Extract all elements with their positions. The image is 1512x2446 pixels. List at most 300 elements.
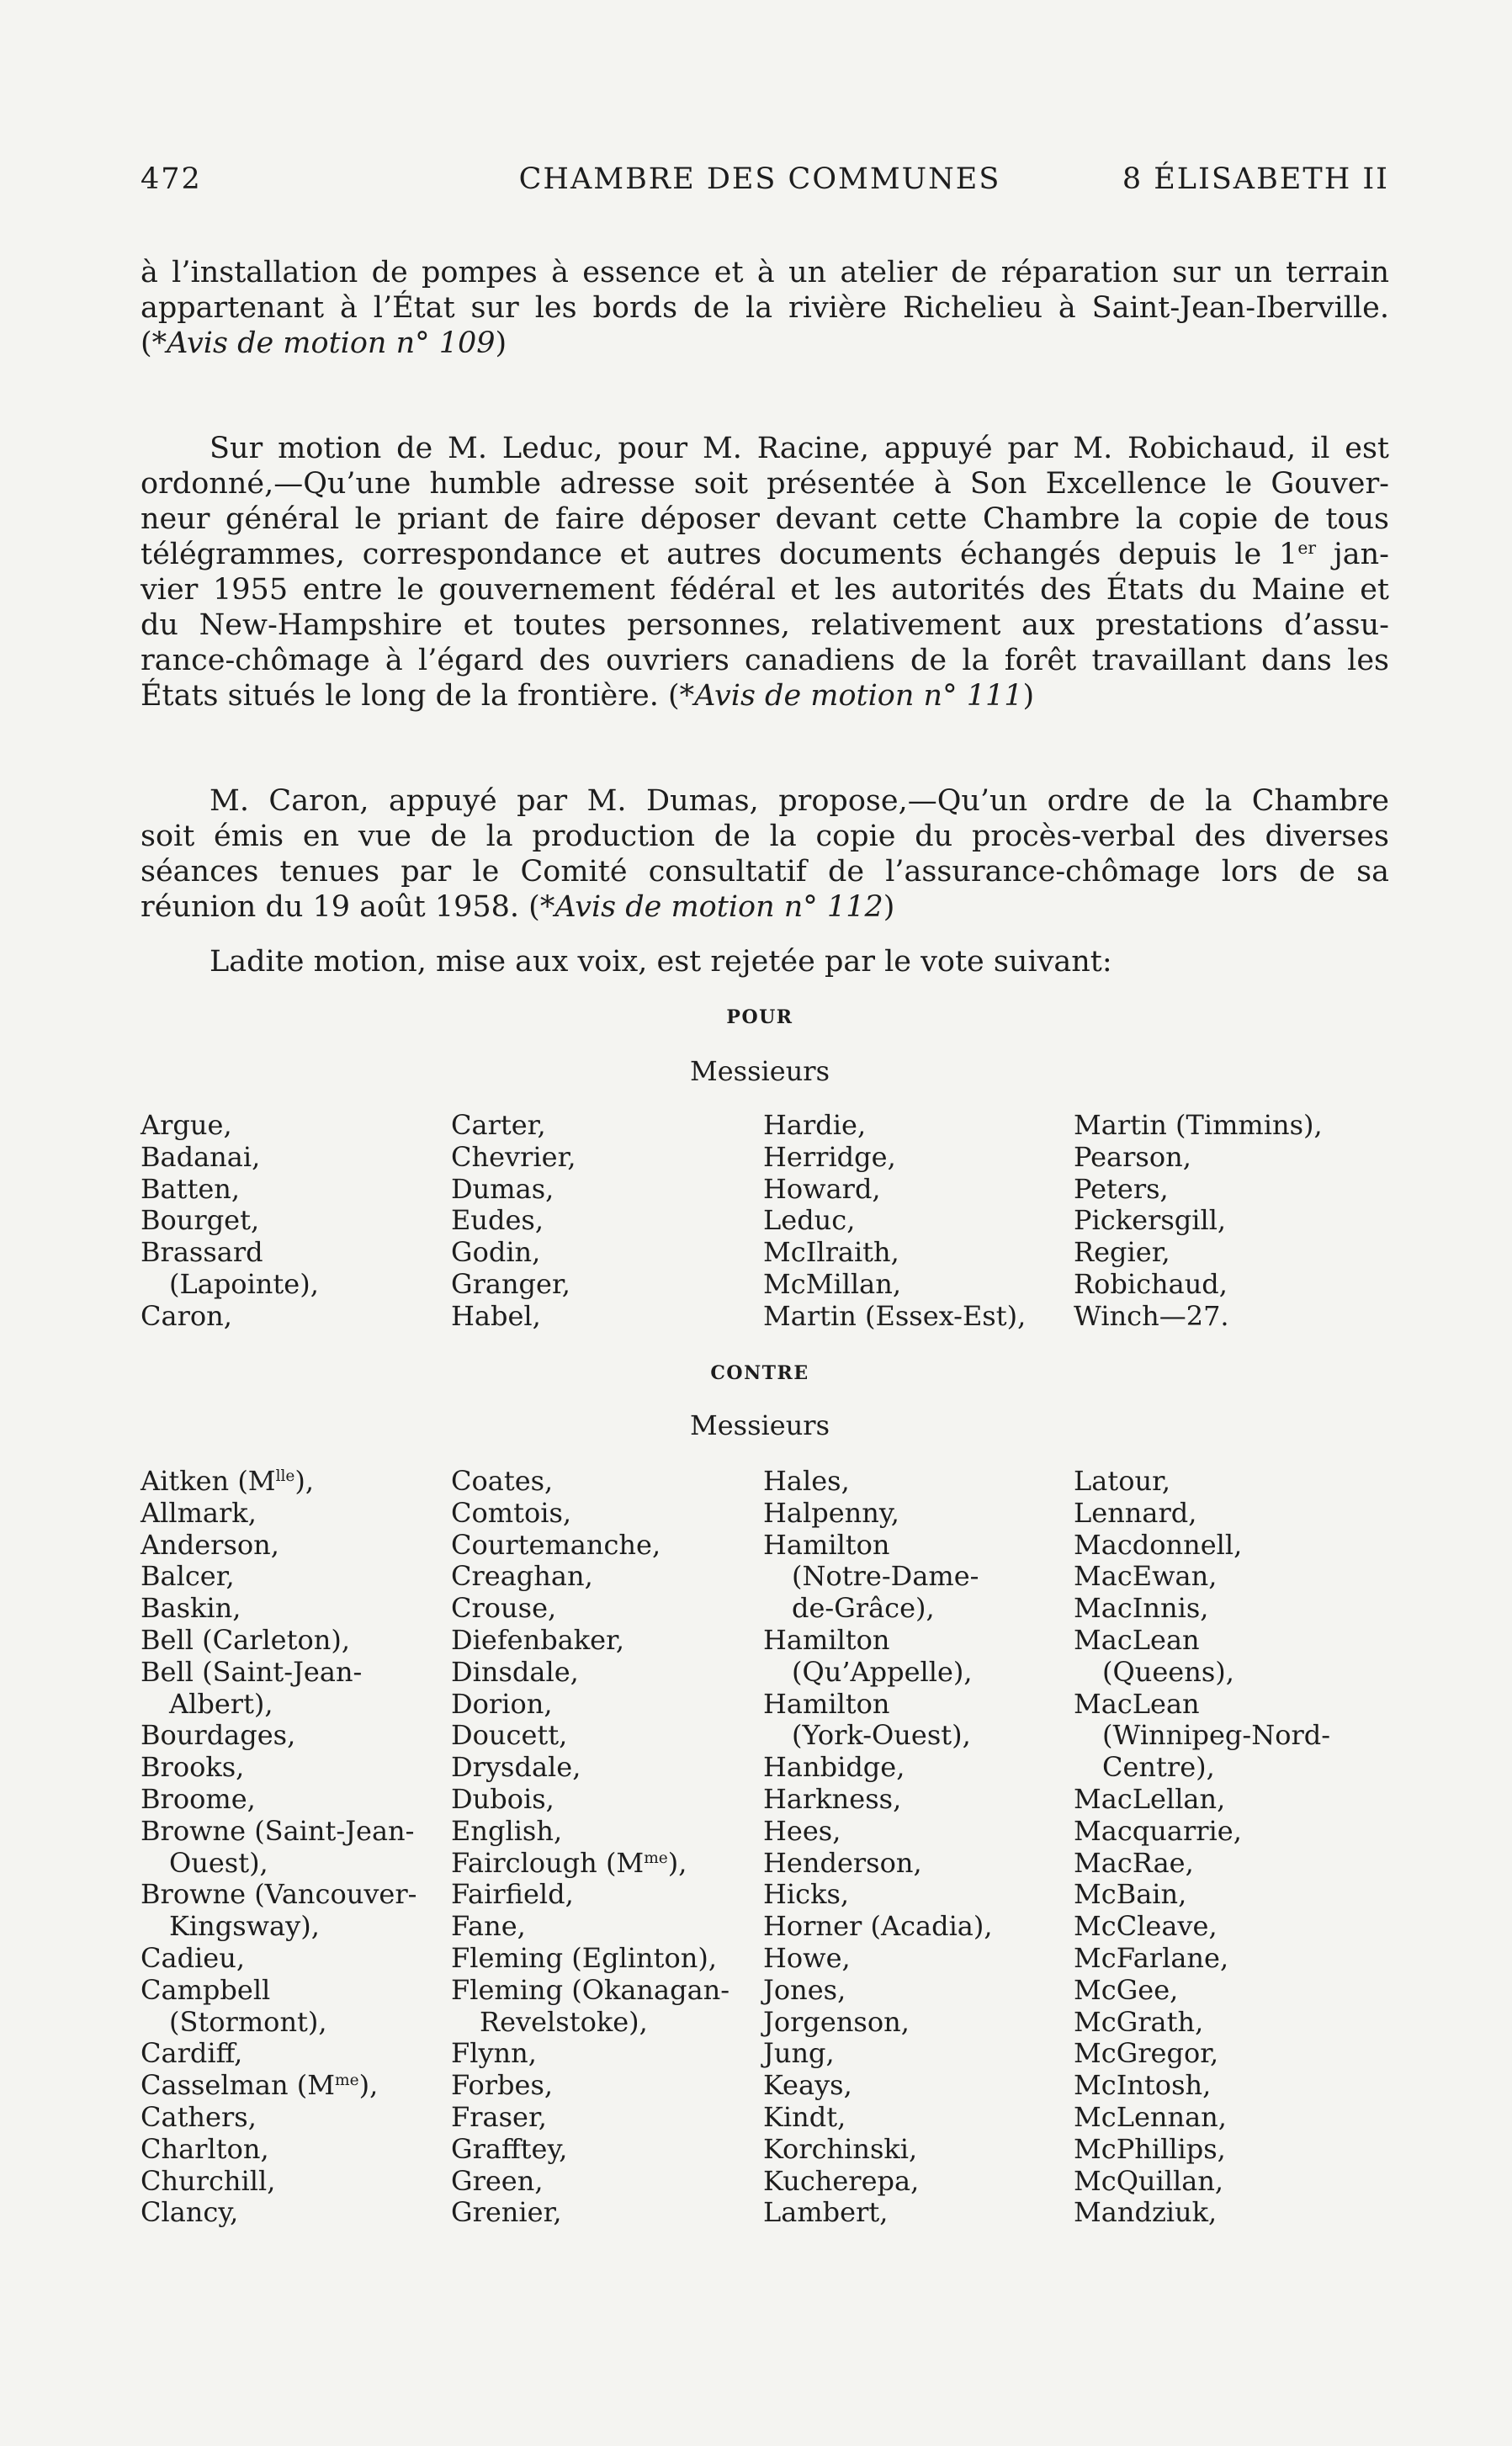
name-text: Coates, xyxy=(451,1465,554,1497)
text-run: à l’installation de pompes à essence et à un atelier de réparation sur un terrain xyxy=(141,256,1389,289)
member-name xyxy=(141,1110,319,1142)
name-text: Fleming (Eglinton), xyxy=(451,1941,718,1974)
name-text: Bourdages, xyxy=(141,1719,296,1752)
text-line xyxy=(141,290,1389,326)
name-text: Fraser, xyxy=(451,2100,547,2133)
member-name xyxy=(451,1174,576,1206)
member-name xyxy=(1074,1142,1323,1174)
text-line xyxy=(141,466,1389,501)
member-name xyxy=(763,1752,993,1784)
member-name xyxy=(451,1237,576,1269)
name-text: Forbes, xyxy=(451,2069,554,2102)
member-name xyxy=(763,1689,993,1721)
name-text: McGee, xyxy=(1074,1973,1179,2006)
member-name-continuation xyxy=(763,1657,993,1689)
name-text: MacEwan, xyxy=(1074,1560,1218,1593)
page-number: 472 xyxy=(141,162,202,196)
name-text: Granger, xyxy=(451,1267,570,1300)
member-name xyxy=(1074,1879,1330,1911)
member-name-continuation xyxy=(763,1720,993,1752)
member-name xyxy=(763,1466,993,1498)
member-name xyxy=(763,2102,993,2134)
name-text: Kucherepa, xyxy=(763,2164,920,2197)
name-text: MacInnis, xyxy=(1074,1592,1209,1625)
name-text: Crouse, xyxy=(451,1592,557,1625)
name-text: Kingsway), xyxy=(169,1910,320,1943)
motion-notice-reference: *Avis de motion n° 109 xyxy=(151,326,496,360)
member-name xyxy=(1074,2102,1330,2134)
member-name xyxy=(763,1848,993,1880)
name-text: Aitken (M xyxy=(141,1465,276,1497)
name-text: Grafftey, xyxy=(451,2132,568,2165)
running-title: CHAMBRE DES COMMUNES xyxy=(518,162,1001,196)
text-run: ) xyxy=(1022,679,1035,713)
member-name xyxy=(451,1498,729,1530)
member-name xyxy=(451,1561,729,1593)
member-name xyxy=(141,1561,416,1593)
member-name xyxy=(763,1205,1026,1237)
text-run: du New-Hampshire et toutes personnes, relativement aux prestations d’assu- xyxy=(141,608,1389,642)
member-name xyxy=(141,1142,319,1174)
name-text: Dubois, xyxy=(451,1782,554,1815)
name-text: Pickersgill, xyxy=(1074,1204,1227,1237)
member-name xyxy=(763,1530,993,1562)
member-name xyxy=(141,1720,416,1752)
name-text: Mandziuk, xyxy=(1074,2196,1218,2229)
name-text: Doucett, xyxy=(451,1719,568,1752)
member-name xyxy=(763,1301,1026,1333)
text-run: séances tenues par le Comité consultatif de l’assurance-chômage lors de sa xyxy=(141,855,1389,889)
member-name xyxy=(451,2102,729,2134)
member-name-continuation xyxy=(141,2007,416,2039)
name-text: Halpenny, xyxy=(763,1496,899,1529)
name-text: Revelstoke), xyxy=(480,2005,648,2038)
member-name xyxy=(1074,2134,1330,2166)
name-text: Browne (Vancouver- xyxy=(141,1878,417,1911)
member-name xyxy=(1074,2166,1330,2198)
name-text: ), xyxy=(294,1465,315,1497)
member-name xyxy=(1074,1466,1330,1498)
text-run: ordonné,—Qu’une humble adresse soit présentée à Son Excellence le Gouver- xyxy=(141,467,1389,501)
name-text: Cardiff, xyxy=(141,2037,243,2070)
name-text: Hamilton xyxy=(763,1623,890,1656)
member-name xyxy=(141,1625,416,1657)
name-text: Brooks, xyxy=(141,1751,245,1784)
member-name xyxy=(451,2070,729,2102)
title-superscript: me xyxy=(644,1849,668,1867)
name-text: Regier, xyxy=(1074,1236,1170,1269)
ordinal-superscript: er xyxy=(1297,537,1317,558)
text-run: ) xyxy=(883,890,895,924)
text-line xyxy=(141,944,1389,979)
name-text: Comtois, xyxy=(451,1496,572,1529)
name-text: Hees, xyxy=(763,1814,841,1847)
member-name xyxy=(763,2007,993,2039)
name-text: Carter, xyxy=(451,1109,546,1141)
member-name xyxy=(141,1301,319,1333)
name-text: McLennan, xyxy=(1074,2100,1227,2133)
name-text: Kindt, xyxy=(763,2100,846,2133)
paragraph-motion-112 xyxy=(141,783,1389,925)
name-text: Caron, xyxy=(141,1299,232,1332)
name-text: (Winnipeg-Nord- xyxy=(1102,1719,1331,1752)
member-name xyxy=(451,1943,729,1975)
name-text: Dinsdale, xyxy=(451,1655,579,1688)
member-name xyxy=(763,2070,993,2102)
member-name xyxy=(141,2070,416,2102)
member-name xyxy=(141,1205,319,1237)
member-name xyxy=(763,1911,993,1943)
name-text: (Lapointe), xyxy=(169,1267,319,1300)
member-name xyxy=(1074,1237,1323,1269)
text-run: vier 1955 entre le gouvernement fédéral et les autorités des États du Maine et xyxy=(141,573,1389,607)
member-name xyxy=(763,1879,993,1911)
name-text: Badanai, xyxy=(141,1140,261,1173)
name-text: ), xyxy=(667,1846,687,1879)
name-text: McBain, xyxy=(1074,1878,1187,1911)
member-name xyxy=(1074,1689,1330,1721)
text-line xyxy=(141,783,1389,819)
name-text: Dumas, xyxy=(451,1172,554,1205)
vote-column xyxy=(451,1110,576,1333)
name-text: Albert), xyxy=(169,1687,273,1720)
member-name-continuation xyxy=(763,1561,993,1593)
member-name xyxy=(451,1110,576,1142)
vote-column xyxy=(141,1110,319,1333)
member-name xyxy=(1074,1625,1330,1657)
name-text: Howe, xyxy=(763,1941,851,1974)
name-text: (Queens), xyxy=(1102,1655,1234,1688)
vote-column xyxy=(141,1466,416,2229)
name-text: Broome, xyxy=(141,1782,256,1815)
member-name xyxy=(763,1269,1026,1301)
vote-column xyxy=(763,1110,1026,1333)
name-text: Pearson, xyxy=(1074,1140,1191,1173)
name-text: Lambert, xyxy=(763,2196,889,2229)
member-name-continuation xyxy=(451,2007,729,2039)
member-name-continuation xyxy=(141,1848,416,1880)
name-text: Eudes, xyxy=(451,1204,544,1237)
member-name xyxy=(451,1301,576,1333)
name-text: Winch—27. xyxy=(1074,1299,1229,1332)
text-run: jan- xyxy=(1316,538,1389,571)
name-text: Latour, xyxy=(1074,1465,1171,1497)
name-text: Balcer, xyxy=(141,1560,235,1593)
name-text: Centre), xyxy=(1102,1751,1215,1784)
member-name xyxy=(451,1625,729,1657)
name-text: Argue, xyxy=(141,1109,232,1141)
member-name xyxy=(1074,1911,1330,1943)
name-text: Cadieu, xyxy=(141,1941,245,1974)
text-line xyxy=(141,889,1389,925)
member-name xyxy=(763,2166,993,2198)
member-name xyxy=(763,1816,993,1848)
member-name xyxy=(451,1593,729,1625)
vote-column xyxy=(1074,1466,1330,2229)
vote-subheading-pour: Messieurs xyxy=(689,1055,830,1087)
member-name xyxy=(1074,1269,1323,1301)
member-name xyxy=(763,1142,1026,1174)
member-name xyxy=(451,1269,576,1301)
vote-column xyxy=(451,1466,729,2229)
name-text: Dorion, xyxy=(451,1687,553,1720)
name-text: Batten, xyxy=(141,1172,241,1205)
member-name xyxy=(1074,1561,1330,1593)
text-run: ) xyxy=(495,326,507,360)
member-name xyxy=(451,1879,729,1911)
name-text: Fane, xyxy=(451,1910,526,1943)
name-text: Allmark, xyxy=(141,1496,257,1529)
member-name xyxy=(451,1466,729,1498)
member-name xyxy=(763,2038,993,2070)
vote-heading-pour: POUR xyxy=(726,1006,793,1028)
name-text: Habel, xyxy=(451,1299,541,1332)
member-name xyxy=(451,2166,729,2198)
name-text: Flynn, xyxy=(451,2037,537,2070)
member-name xyxy=(451,1689,729,1721)
name-text: Keays, xyxy=(763,2069,852,2102)
member-name xyxy=(451,2197,729,2229)
name-text: (Qu’Appelle), xyxy=(792,1655,973,1688)
text-line xyxy=(141,819,1389,854)
name-text: Jung, xyxy=(763,2037,835,2070)
member-name xyxy=(1074,1498,1330,1530)
text-line xyxy=(141,537,1389,572)
title-superscript: me xyxy=(335,2072,359,2090)
name-text: McQuillan, xyxy=(1074,2164,1224,2197)
name-text: Fairfield, xyxy=(451,1878,574,1911)
name-text: Horner (Acadia), xyxy=(763,1910,993,1943)
name-text: McFarlane, xyxy=(1074,1941,1229,1974)
name-text: Baskin, xyxy=(141,1592,241,1625)
member-name-continuation xyxy=(1074,1720,1330,1752)
member-name xyxy=(451,2038,729,2070)
text-line xyxy=(141,678,1389,714)
name-text: Churchill, xyxy=(141,2164,276,2197)
name-text: Creaghan, xyxy=(451,1560,593,1593)
text-run: rance-chômage à l’égard des ouvriers canadiens de la forêt travaillant dans les xyxy=(141,644,1389,677)
member-name xyxy=(1074,2197,1330,2229)
member-name xyxy=(141,1174,319,1206)
name-text: McCleave, xyxy=(1074,1910,1218,1943)
member-name xyxy=(451,1142,576,1174)
member-name xyxy=(141,1816,416,1848)
name-text: McIntosh, xyxy=(1074,2069,1212,2102)
member-name xyxy=(763,1943,993,1975)
member-name xyxy=(451,1205,576,1237)
vote-heading-contre: CONTRE xyxy=(710,1362,809,1384)
name-text: Macdonnell, xyxy=(1074,1528,1243,1561)
member-name xyxy=(141,2038,416,2070)
text-line xyxy=(141,431,1389,466)
name-text: Jorgenson, xyxy=(763,2005,910,2038)
name-text: Hamilton xyxy=(763,1687,890,1720)
name-text: Henderson, xyxy=(763,1846,922,1879)
member-name xyxy=(141,1498,416,1530)
title-superscript: lle xyxy=(275,1467,295,1485)
member-name-continuation xyxy=(1074,1657,1330,1689)
member-name-continuation xyxy=(141,1269,319,1301)
name-text: Bell (Carleton), xyxy=(141,1623,350,1656)
member-name xyxy=(451,1530,729,1562)
member-name xyxy=(763,1237,1026,1269)
member-name xyxy=(1074,1530,1330,1562)
name-text: MacLellan, xyxy=(1074,1782,1226,1815)
member-name-continuation xyxy=(141,1689,416,1721)
name-text: Hicks, xyxy=(763,1878,850,1911)
member-name xyxy=(763,1625,993,1657)
member-name xyxy=(763,1110,1026,1142)
vote-column xyxy=(763,1466,993,2229)
text-line xyxy=(141,326,1389,361)
text-line xyxy=(141,255,1389,290)
name-text: McPhillips, xyxy=(1074,2132,1226,2165)
name-text: Leduc, xyxy=(763,1204,856,1237)
member-name xyxy=(451,1848,729,1880)
member-name xyxy=(451,1784,729,1816)
member-name xyxy=(1074,1943,1330,1975)
name-text: Hamilton xyxy=(763,1528,890,1561)
member-name xyxy=(141,2166,416,2198)
member-name xyxy=(763,2134,993,2166)
name-text: English, xyxy=(451,1814,563,1847)
name-text: Hales, xyxy=(763,1465,850,1497)
name-text: McMillan, xyxy=(763,1267,902,1300)
text-run: ( xyxy=(141,326,152,360)
name-text: Howard, xyxy=(763,1172,881,1205)
name-text: (Stormont), xyxy=(169,2005,327,2038)
name-text: Bell (Saint-Jean- xyxy=(141,1655,363,1688)
text-run: États situés le long de la frontière. ( xyxy=(141,679,680,713)
member-name xyxy=(141,1879,416,1911)
member-name xyxy=(1074,1593,1330,1625)
member-name xyxy=(451,1975,729,2007)
name-text: Brassard xyxy=(141,1236,263,1269)
name-text: Green, xyxy=(451,2164,544,2197)
paragraph-motion-109 xyxy=(141,255,1389,361)
text-run: soit émis en vue de la production de la copie du procès-verbal des diverses xyxy=(141,820,1389,853)
name-text: Drysdale, xyxy=(451,1751,581,1784)
member-name xyxy=(763,1975,993,2007)
text-line xyxy=(141,608,1389,643)
name-text: Diefenbaker, xyxy=(451,1623,625,1656)
name-text: Chevrier, xyxy=(451,1140,576,1173)
member-name xyxy=(451,1657,729,1689)
member-name xyxy=(451,1752,729,1784)
text-run: Sur motion de M. Leduc, pour M. Racine, appuyé par M. Robichaud, il est xyxy=(210,432,1389,465)
member-name xyxy=(1074,1205,1323,1237)
member-name xyxy=(451,2134,729,2166)
paragraph-motion-111 xyxy=(141,431,1389,714)
name-text: Hanbidge, xyxy=(763,1751,905,1784)
name-text: MacLean xyxy=(1074,1623,1200,1656)
name-text: Casselman (M xyxy=(141,2069,336,2102)
name-text: Martin (Essex-Est), xyxy=(763,1299,1027,1332)
member-name xyxy=(763,2197,993,2229)
name-text: MacRae, xyxy=(1074,1846,1194,1879)
member-name xyxy=(763,1498,993,1530)
vote-subheading-contre: Messieurs xyxy=(689,1409,830,1441)
member-name xyxy=(141,1943,416,1975)
member-name xyxy=(141,2197,416,2229)
text-run: M. Caron, appuyé par M. Dumas, propose,—Qu’un ordre de la Chambre xyxy=(210,784,1389,818)
name-text: Robichaud, xyxy=(1074,1267,1228,1300)
name-text: McGrath, xyxy=(1074,2005,1204,2038)
member-name xyxy=(1074,1301,1323,1333)
text-run: réunion du 19 août 1958. ( xyxy=(141,890,540,924)
member-name-continuation xyxy=(141,1911,416,1943)
member-name-continuation xyxy=(1074,1752,1330,1784)
name-text: Grenier, xyxy=(451,2196,562,2229)
member-name xyxy=(141,1237,319,1269)
name-text: Cathers, xyxy=(141,2100,257,2133)
text-run: neur général le priant de faire déposer devant cette Chambre la copie de tous xyxy=(141,502,1389,536)
member-name xyxy=(1074,1816,1330,1848)
name-text: Godin, xyxy=(451,1236,541,1269)
member-name xyxy=(141,1657,416,1689)
name-text: Bourget, xyxy=(141,1204,260,1237)
name-text: Herridge, xyxy=(763,1140,896,1173)
text-line xyxy=(141,854,1389,889)
member-name xyxy=(451,1911,729,1943)
member-name xyxy=(141,1530,416,1562)
name-text: Ouest), xyxy=(169,1846,268,1879)
name-text: Fleming (Okanagan- xyxy=(451,1973,730,2006)
member-name xyxy=(763,1174,1026,1206)
paragraph-vote-result xyxy=(141,944,1389,979)
name-text: MacLean xyxy=(1074,1687,1200,1720)
name-text: Campbell xyxy=(141,1973,271,2006)
member-name xyxy=(1074,1174,1323,1206)
member-name xyxy=(1074,2038,1330,2070)
session-label: 8 ÉLISABETH II xyxy=(1122,162,1389,196)
member-name xyxy=(141,1466,416,1498)
name-text: Fairclough (M xyxy=(451,1846,645,1879)
name-text: Clancy, xyxy=(141,2196,239,2229)
member-name xyxy=(1074,2007,1330,2039)
name-text: Charlton, xyxy=(141,2132,269,2165)
member-name xyxy=(141,1593,416,1625)
text-run: appartenant à l’État sur les bords de la rivière Richelieu à Saint-Jean-Iberville. xyxy=(141,291,1389,325)
name-text: Anderson, xyxy=(141,1528,279,1561)
member-name xyxy=(141,2134,416,2166)
name-text: (York-Ouest), xyxy=(792,1719,971,1752)
member-name xyxy=(1074,1110,1323,1142)
name-text: Lennard, xyxy=(1074,1496,1197,1529)
name-text: Martin (Timmins), xyxy=(1074,1109,1323,1141)
name-text: Korchinski, xyxy=(763,2132,918,2165)
text-line xyxy=(141,572,1389,608)
member-name xyxy=(763,1784,993,1816)
name-text: ), xyxy=(358,2069,379,2102)
motion-notice-reference: *Avis de motion n° 111 xyxy=(679,679,1023,713)
name-text: de-Grâce), xyxy=(792,1592,935,1625)
member-name xyxy=(141,1752,416,1784)
name-text: Macquarrie, xyxy=(1074,1814,1242,1847)
text-line xyxy=(141,501,1389,537)
name-text: Jones, xyxy=(763,1973,846,2006)
name-text: (Notre-Dame- xyxy=(792,1560,979,1593)
member-name xyxy=(451,1816,729,1848)
member-name xyxy=(141,2102,416,2134)
name-text: Courtemanche, xyxy=(451,1528,661,1561)
vote-column xyxy=(1074,1110,1323,1333)
motion-notice-reference: *Avis de motion n° 112 xyxy=(539,890,883,924)
name-text: McIlraith, xyxy=(763,1236,899,1269)
name-text: Browne (Saint-Jean- xyxy=(141,1814,415,1847)
member-name xyxy=(451,1720,729,1752)
name-text: Hardie, xyxy=(763,1109,867,1141)
